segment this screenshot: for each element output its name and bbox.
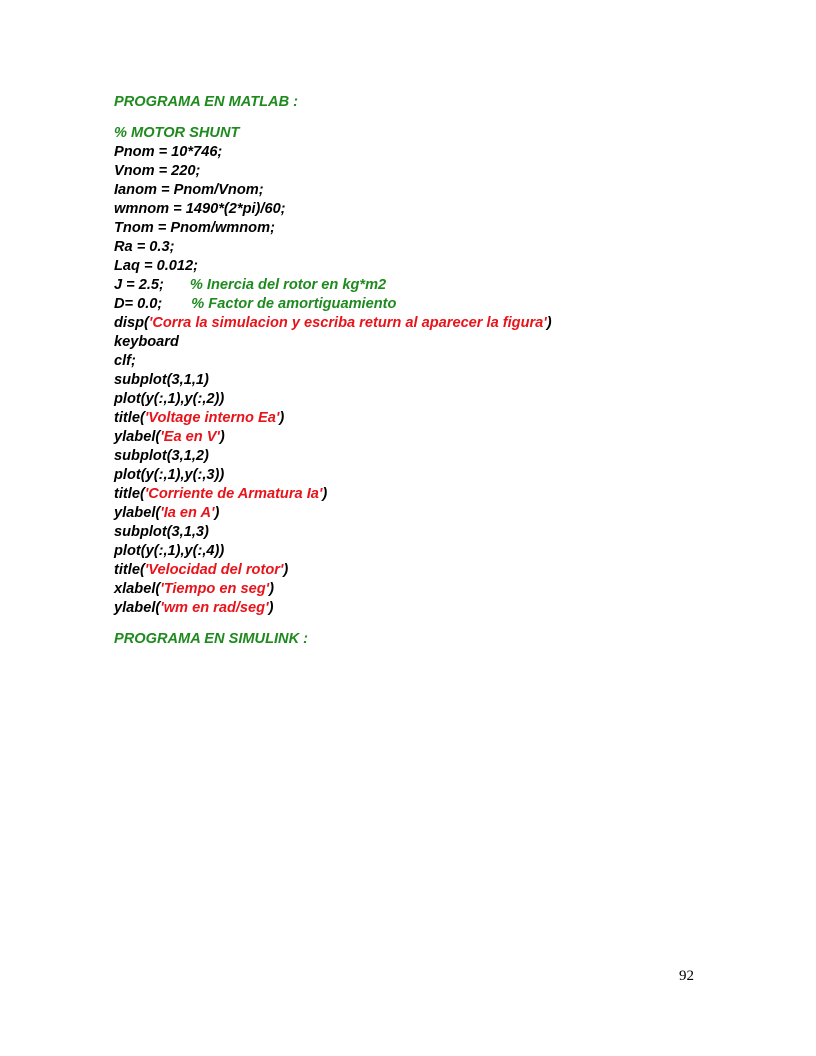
code-ylabel3-call: ylabel( <box>114 600 161 616</box>
code-line-ylabel-3 <box>114 599 552 618</box>
code-line-subplot-3: subplot(3,1,3) <box>114 524 209 540</box>
code-d-comment: % Factor de amortiguamiento <box>191 296 397 312</box>
code-ylabel3-close: ) <box>268 600 274 616</box>
code-xlabel-string: 'Tiempo en seg' <box>160 581 270 597</box>
spacer <box>114 618 552 630</box>
code-comment-title: % MOTOR SHUNT <box>114 125 240 141</box>
code-ylabel3-string: 'wm en rad/seg' <box>160 600 269 616</box>
matlab-code-block <box>114 93 552 649</box>
code-title1-string: 'Voltage interno Ea' <box>144 410 280 426</box>
code-line-subplot-1: subplot(3,1,1) <box>114 372 209 388</box>
code-disp-string: 'Corra la simulacion y escriba return al aparecer la figura' <box>148 315 547 331</box>
code-line-ylabel-1 <box>114 428 552 447</box>
code-line-laq: Laq = 0.012; <box>114 258 198 274</box>
spacer <box>114 112 552 124</box>
code-title3-close: ) <box>283 562 289 578</box>
code-line-plot-1: plot(y(:,1),y(:,2)) <box>114 391 225 407</box>
code-title1-close: ) <box>279 410 285 426</box>
code-ylabel1-call: ylabel( <box>114 429 161 445</box>
code-line-xlabel <box>114 580 552 599</box>
heading-simulink: PROGRAMA EN SIMULINK : <box>114 631 309 647</box>
code-title1-call: title( <box>114 410 145 426</box>
code-disp-call: disp( <box>114 315 149 331</box>
code-d-assignment: D= 0.0; <box>114 296 163 312</box>
code-title2-close: ) <box>322 486 328 502</box>
code-line-d <box>114 295 552 314</box>
code-line-keyboard: keyboard <box>114 334 179 350</box>
code-line-title-2 <box>114 485 552 504</box>
code-line-ra: Ra = 0.3; <box>114 239 175 255</box>
code-disp-close: ) <box>546 315 552 331</box>
code-title3-string: 'Velocidad del rotor' <box>144 562 284 578</box>
code-line-ylabel-2 <box>114 504 552 523</box>
code-line-title-3 <box>114 561 552 580</box>
code-title3-call: title( <box>114 562 145 578</box>
code-line-disp <box>114 314 552 333</box>
code-title2-call: title( <box>114 486 145 502</box>
page-number: 92 <box>679 968 694 984</box>
code-line-wmnom: wmnom = 1490*(2*pi)/60; <box>114 201 286 217</box>
code-line-ianom: Ianom = Pnom/Vnom; <box>114 182 264 198</box>
code-line-pnom: Pnom = 10*746; <box>114 144 223 160</box>
code-ylabel2-close: ) <box>214 505 220 521</box>
code-line-title-1 <box>114 409 552 428</box>
code-ylabel2-string: 'Ia en A' <box>160 505 215 521</box>
code-line-plot-3: plot(y(:,1),y(:,4)) <box>114 543 225 559</box>
code-line-subplot-2: subplot(3,1,2) <box>114 448 209 464</box>
code-xlabel-call: xlabel( <box>114 581 161 597</box>
code-j-assignment: J = 2.5; <box>114 277 164 293</box>
code-ylabel1-string: 'Ea en V' <box>160 429 220 445</box>
code-xlabel-close: ) <box>269 581 274 597</box>
code-title2-string: 'Corriente de Armatura Ia' <box>144 486 323 502</box>
code-ylabel1-close: ) <box>219 429 225 445</box>
code-line-j <box>114 276 552 295</box>
code-line-clf: clf; <box>114 353 136 369</box>
heading-matlab: PROGRAMA EN MATLAB : <box>114 94 299 110</box>
code-j-comment: % Inercia del rotor en kg*m2 <box>189 277 387 293</box>
code-ylabel2-call: ylabel( <box>114 505 161 521</box>
code-line-vnom: Vnom = 220; <box>114 163 201 179</box>
code-line-plot-2: plot(y(:,1),y(:,3)) <box>114 467 225 483</box>
code-line-tnom: Tnom = Pnom/wmnom; <box>114 220 275 236</box>
